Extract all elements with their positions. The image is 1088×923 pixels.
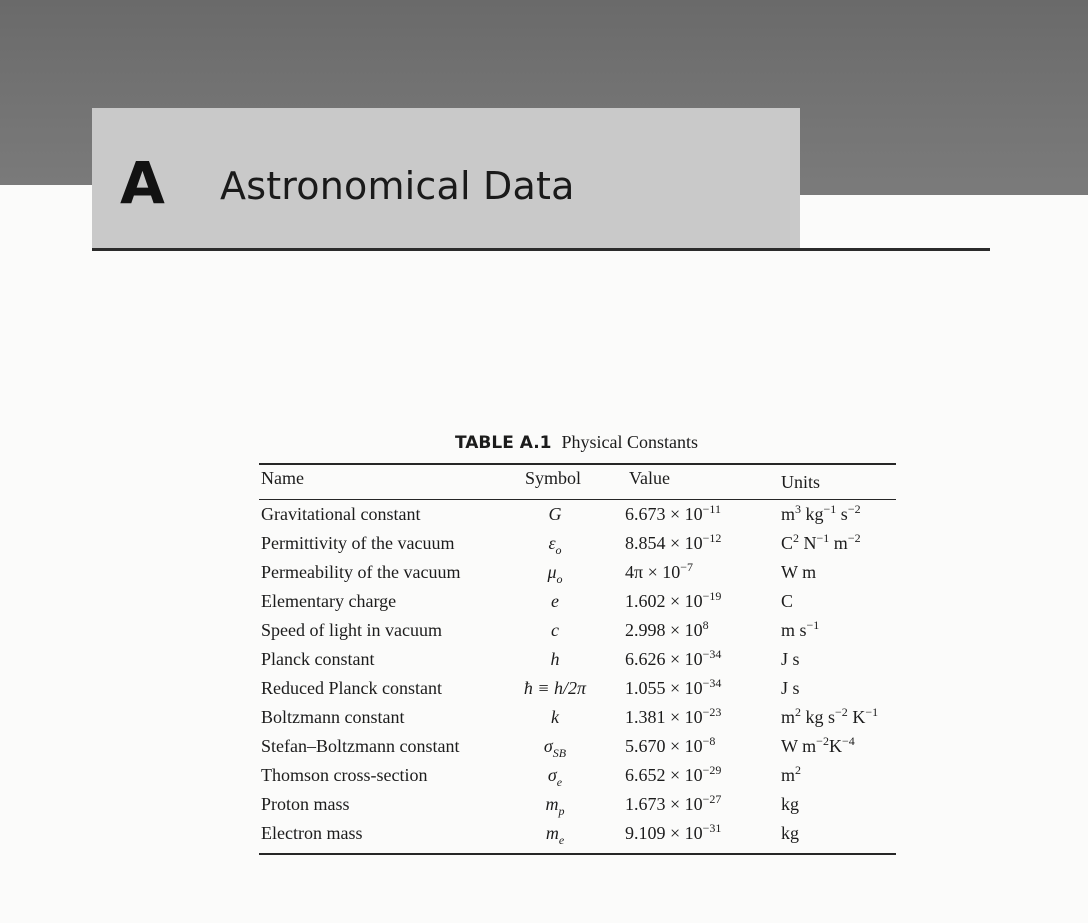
unit-base: m [781, 765, 796, 785]
value-mantissa: 1.055 × 10 [625, 678, 703, 698]
symbol-base: σ [543, 736, 553, 756]
value-exponent: −11 [702, 502, 721, 516]
table-row [259, 649, 896, 678]
unit-exponent: −2 [835, 705, 848, 719]
constant-name: Boltzmann constant [261, 707, 405, 727]
constant-name: Permeability of the vacuum [261, 562, 461, 582]
value-exponent: −27 [702, 792, 722, 806]
value-exponent: −8 [702, 734, 716, 748]
constant-units [781, 649, 800, 670]
unit-base: m s [781, 620, 807, 640]
constant-name: Electron mass [261, 823, 363, 843]
symbol-base: ħ ≡ h/2π [523, 678, 587, 698]
value-exponent: −19 [702, 589, 722, 603]
value-exponent: −12 [702, 531, 722, 545]
constant-units [781, 823, 799, 844]
value-mantissa: 9.109 × 10 [625, 823, 703, 843]
symbol-subscript: SB [552, 746, 567, 760]
unit-base: kg [781, 823, 799, 843]
table-row [259, 678, 896, 707]
table-row [259, 591, 896, 620]
symbol-base: σ [547, 765, 557, 785]
constant-symbol [495, 823, 615, 847]
value-exponent: −7 [680, 560, 694, 574]
symbol-subscript: e [556, 775, 563, 789]
constant-units [781, 794, 799, 815]
unit-base: W m [781, 562, 817, 582]
constant-symbol [495, 707, 615, 728]
constant-value [625, 707, 721, 728]
symbol-subscript: o [555, 543, 562, 557]
unit-base: W m [781, 736, 817, 756]
constant-symbol [495, 678, 615, 699]
constant-symbol [495, 504, 615, 525]
symbol-base: k [551, 707, 559, 727]
unit-base: J s [781, 649, 800, 669]
unit-exponent: 3 [795, 502, 802, 516]
value-mantissa: 8.854 × 10 [625, 533, 703, 553]
constant-value [625, 649, 721, 670]
value-exponent: 8 [702, 618, 709, 632]
constant-symbol [495, 591, 615, 612]
constant-value [625, 562, 693, 583]
value-mantissa: 1.602 × 10 [625, 591, 703, 611]
unit-base: m [781, 504, 796, 524]
value-exponent: −29 [702, 763, 722, 777]
value-exponent: −31 [702, 821, 722, 835]
constant-symbol [495, 794, 615, 818]
chapter-title: Astronomical Data [220, 164, 575, 208]
value-mantissa: 1.381 × 10 [625, 707, 703, 727]
constant-symbol [495, 620, 615, 641]
symbol-base: ε [548, 533, 556, 553]
constant-value [625, 736, 715, 757]
table-row [259, 533, 896, 562]
symbol-base: G [548, 504, 562, 524]
unit-exponent: −2 [847, 502, 861, 516]
unit-exponent: −4 [841, 734, 855, 748]
constant-symbol [495, 649, 615, 670]
value-mantissa: 1.673 × 10 [625, 794, 703, 814]
table-row [259, 736, 896, 765]
table-row [259, 504, 896, 533]
table-row [259, 562, 896, 591]
value-exponent: −34 [702, 676, 722, 690]
constant-value [625, 794, 721, 815]
symbol-subscript: p [558, 804, 565, 818]
value-exponent: −34 [702, 647, 722, 661]
table-row [259, 765, 896, 794]
value-mantissa: 6.652 × 10 [625, 765, 703, 785]
constant-name: Speed of light in vacuum [261, 620, 442, 640]
constant-name: Planck constant [261, 649, 375, 669]
constant-value [625, 591, 721, 612]
unit-base: kg [781, 794, 799, 814]
constant-units [781, 562, 816, 583]
unit-exponent: −1 [865, 705, 879, 719]
value-mantissa: 2.998 × 10 [625, 620, 703, 640]
unit-base: C [781, 591, 794, 611]
header-units: Units [781, 472, 821, 492]
constant-units [781, 504, 861, 525]
constant-value [625, 504, 721, 525]
unit-exponent: −1 [816, 531, 830, 545]
constant-units [781, 707, 878, 728]
unit-exponent: 2 [793, 531, 800, 545]
unit-exponent: 2 [795, 705, 802, 719]
constant-value [625, 620, 709, 641]
unit-base: K [828, 736, 842, 756]
unit-exponent: −2 [847, 531, 861, 545]
table-bottom-rule [259, 853, 896, 855]
constant-name: Reduced Planck constant [261, 678, 442, 698]
constant-value [625, 678, 721, 699]
unit-base: kg [801, 504, 824, 524]
symbol-subscript: e [558, 833, 565, 847]
constant-value [625, 765, 721, 786]
table-row [259, 620, 896, 649]
table-top-rule [259, 463, 896, 465]
constant-value [625, 823, 721, 844]
symbol-base: c [551, 620, 559, 640]
constant-name: Proton mass [261, 794, 350, 814]
unit-base: s [836, 504, 848, 524]
unit-base: N [799, 533, 817, 553]
symbol-base: m [545, 794, 559, 814]
unit-base: K [847, 707, 866, 727]
constant-symbol [495, 533, 615, 557]
constant-name: Thomson cross-section [261, 765, 428, 785]
table-title: Physical Constants [561, 432, 699, 452]
table-row [259, 794, 896, 823]
constant-name: Elementary charge [261, 591, 397, 611]
symbol-base: e [551, 591, 559, 611]
table-header-rule [259, 499, 896, 500]
chapter-title-rule [92, 248, 990, 251]
constant-units [781, 765, 801, 786]
constant-symbol [495, 736, 615, 760]
unit-base: C [781, 533, 794, 553]
table-caption [455, 432, 698, 453]
constant-symbol [495, 562, 615, 586]
unit-base: J s [781, 678, 800, 698]
value-mantissa: 6.673 × 10 [625, 504, 703, 524]
constant-symbol [495, 765, 615, 789]
table-label: TABLE A.1 [455, 433, 552, 453]
constant-units [781, 736, 855, 757]
unit-base: m [781, 707, 796, 727]
symbol-subscript: o [556, 572, 563, 586]
symbol-base: m [545, 823, 559, 843]
constant-name: Stefan–Boltzmann constant [261, 736, 460, 756]
unit-base: m [829, 533, 848, 553]
unit-base: kg s [801, 707, 836, 727]
header-name: Name [261, 468, 304, 488]
constant-name: Permittivity of the vacuum [261, 533, 455, 553]
constant-units [781, 678, 800, 699]
unit-exponent: −2 [816, 734, 829, 748]
table-row [259, 823, 896, 852]
unit-exponent: 2 [795, 763, 802, 777]
value-exponent: −23 [702, 705, 722, 719]
constant-units [781, 591, 793, 612]
table-row [259, 707, 896, 736]
constant-units [781, 533, 861, 554]
unit-exponent: −1 [823, 502, 837, 516]
chapter-letter: A [120, 149, 165, 217]
header-symbol: Symbol [525, 468, 582, 488]
constant-value [625, 533, 721, 554]
constant-units [781, 620, 819, 641]
unit-exponent: −1 [806, 618, 820, 632]
symbol-base: μ [547, 562, 557, 582]
value-mantissa: 5.670 × 10 [625, 736, 703, 756]
symbol-base: h [550, 649, 560, 669]
header-band-extension [800, 185, 1088, 195]
value-mantissa: 4π × 10 [625, 562, 681, 582]
constant-name: Gravitational constant [261, 504, 421, 524]
header-value: Value [629, 468, 670, 488]
value-mantissa: 6.626 × 10 [625, 649, 703, 669]
